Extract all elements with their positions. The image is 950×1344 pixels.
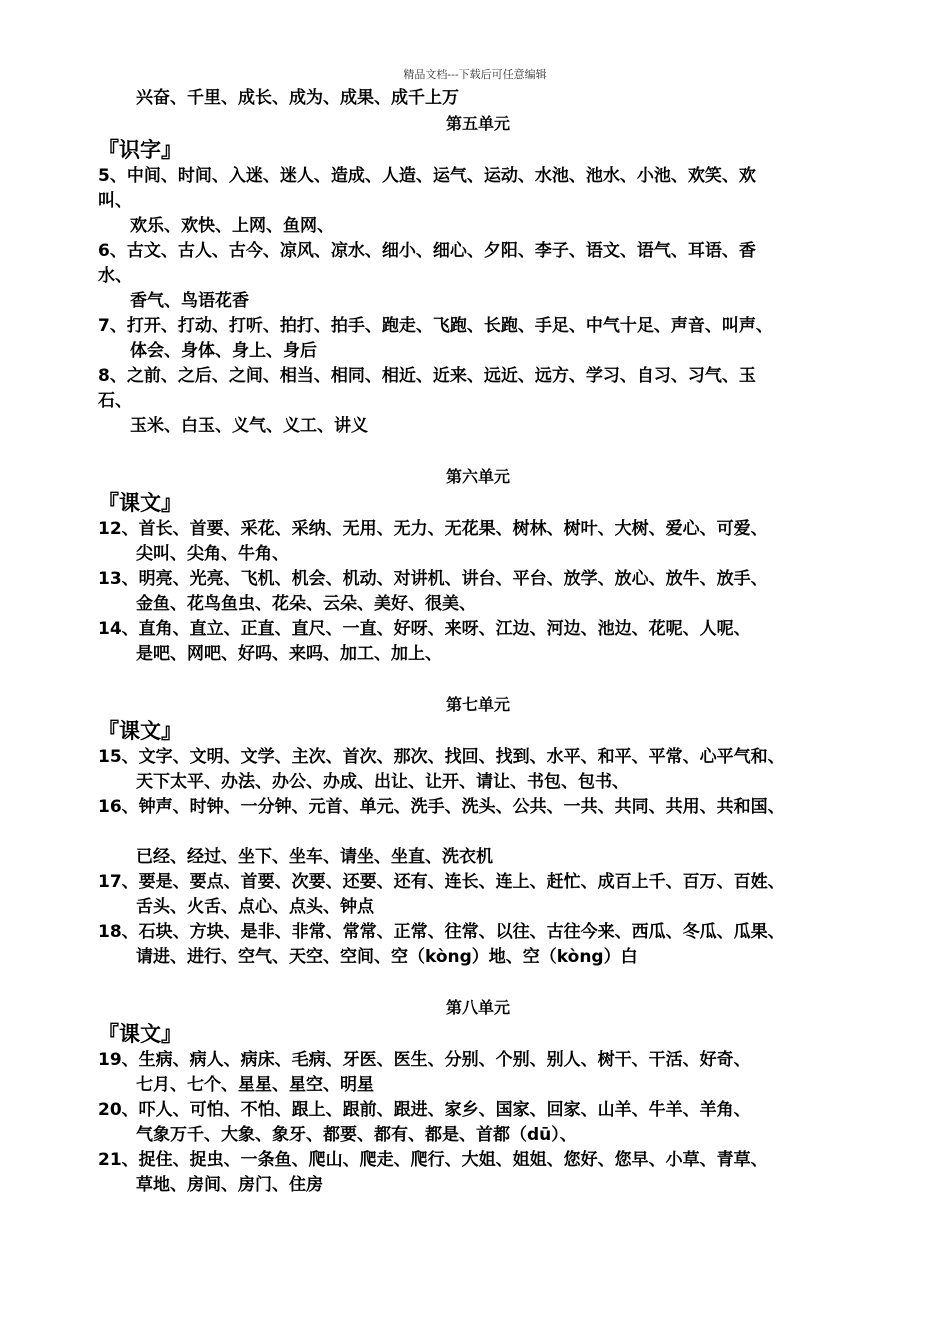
item-line: 19、生病、病人、病床、毛病、牙医、医生、分别、个别、别人、树干、干活、好奇、: [98, 1050, 751, 1070]
item-line: 七月、七个、星星、星空、明星: [136, 1075, 374, 1095]
item-line: 叫、: [98, 191, 132, 211]
item-line: 是吧、网吧、好吗、来吗、加工、加上、: [136, 644, 442, 664]
item-line: 水、: [98, 266, 132, 286]
word-item: [98, 314, 878, 364]
item-line: 17、要是、要点、首要、次要、还要、还有、连长、连上、赶忙、成百上千、百万、百姓、: [98, 872, 785, 892]
word-item: [98, 239, 878, 314]
item-line: 欢乐、欢快、上网、鱼网、: [130, 216, 334, 236]
item-line: 16、钟声、时钟、一分钟、元首、单元、洗手、洗头、公共、一共、共同、共用、共和国、: [98, 797, 785, 817]
word-item: [98, 1048, 878, 1098]
word-item: [98, 1148, 878, 1198]
item-line: 已经、经过、坐下、坐车、请坐、坐直、洗衣机: [136, 847, 493, 867]
word-item: [98, 795, 878, 870]
content: [98, 86, 878, 1198]
item-line: 金鱼、花鸟鱼虫、花朵、云朵、美好、很美、: [136, 594, 476, 614]
word-item: [98, 617, 878, 667]
item-line: 6、古文、古人、古今、凉风、凉水、细小、细心、夕阳、李子、语文、语气、耳语、香: [98, 241, 756, 261]
word-item: [98, 745, 878, 795]
item-line: 8、之前、之后、之间、相当、相同、相近、近来、远近、远方、学习、自习、习气、玉: [98, 366, 756, 386]
item-line: 天下太平、办法、办公、办成、出让、让开、请让、书包、包书、: [136, 772, 629, 792]
word-item: [98, 920, 878, 970]
item-line: 12、首长、首要、采花、采纳、无用、无力、无花果、树林、树叶、大树、爱心、可爱、: [98, 519, 768, 539]
item-line: 玉米、白玉、义气、义工、讲义: [130, 416, 368, 436]
item-line: 请进、进行、空气、天空、空间、空（kòng）地、空（kòng）白: [136, 947, 638, 967]
item-line: 石、: [98, 391, 132, 411]
item-line: 15、文字、文明、文学、主次、首次、那次、找回、找到、水平、和平、平常、心平气和、: [98, 747, 785, 767]
unit-title: 第六单元: [445, 467, 510, 486]
word-item: [98, 1098, 878, 1148]
section-heading: 『课文』: [98, 719, 182, 743]
item-line: 气象万千、大象、象牙、都要、都有、都是、首都（dū）、: [136, 1125, 577, 1145]
word-item: [98, 870, 878, 920]
page-header: 精品文档---下载后可任意编辑: [403, 68, 547, 81]
item-line: 舌头、火舌、点心、点头、钟点: [136, 897, 374, 917]
unit-title: 第五单元: [445, 114, 510, 133]
item-line: 草地、房间、房门、住房: [136, 1175, 323, 1195]
item-line: 香气、鸟语花香: [130, 291, 249, 311]
word-item: [98, 567, 878, 617]
unit-title: 第七单元: [445, 695, 510, 714]
word-item: [98, 164, 878, 239]
section-heading: 『课文』: [98, 491, 182, 515]
section-heading: 『识字』: [98, 138, 182, 162]
item-line: 20、吓人、可怕、不怕、跟上、跟前、跟进、家乡、国家、回家、山羊、牛羊、羊角、: [98, 1100, 751, 1120]
word-item: [98, 364, 878, 439]
item-line: 5、中间、时间、入迷、迷人、造成、人造、运气、运动、水池、池水、小池、欢笑、欢: [98, 166, 756, 186]
intro-line: 兴奋、千里、成长、成为、成果、成千上万: [136, 88, 459, 108]
item-line: [98, 820, 878, 845]
item-line: 体会、身体、身上、身后: [130, 341, 317, 361]
word-item: [98, 517, 878, 567]
item-line: 13、明亮、光亮、飞机、机会、机动、对讲机、讲台、平台、放学、放心、放牛、放手、: [98, 569, 768, 589]
item-line: 7、打开、打动、打听、拍打、拍手、跑走、飞跑、长跑、手足、中气十足、声音、叫声、: [98, 316, 773, 336]
unit-title: 第八单元: [445, 998, 510, 1017]
item-line: 21、捉住、捉虫、一条鱼、爬山、爬走、爬行、大姐、姐姐、您好、您早、小草、青草、: [98, 1150, 768, 1170]
item-line: 18、石块、方块、是非、非常、常常、正常、往常、以往、古往今来、西瓜、冬瓜、瓜果、: [98, 922, 785, 942]
item-line: 尖叫、尖角、牛角、: [136, 544, 289, 564]
section-heading: 『课文』: [98, 1022, 182, 1046]
item-line: 14、直角、直立、正直、直尺、一直、好呀、来呀、江边、河边、池边、花呢、人呢、: [98, 619, 751, 639]
